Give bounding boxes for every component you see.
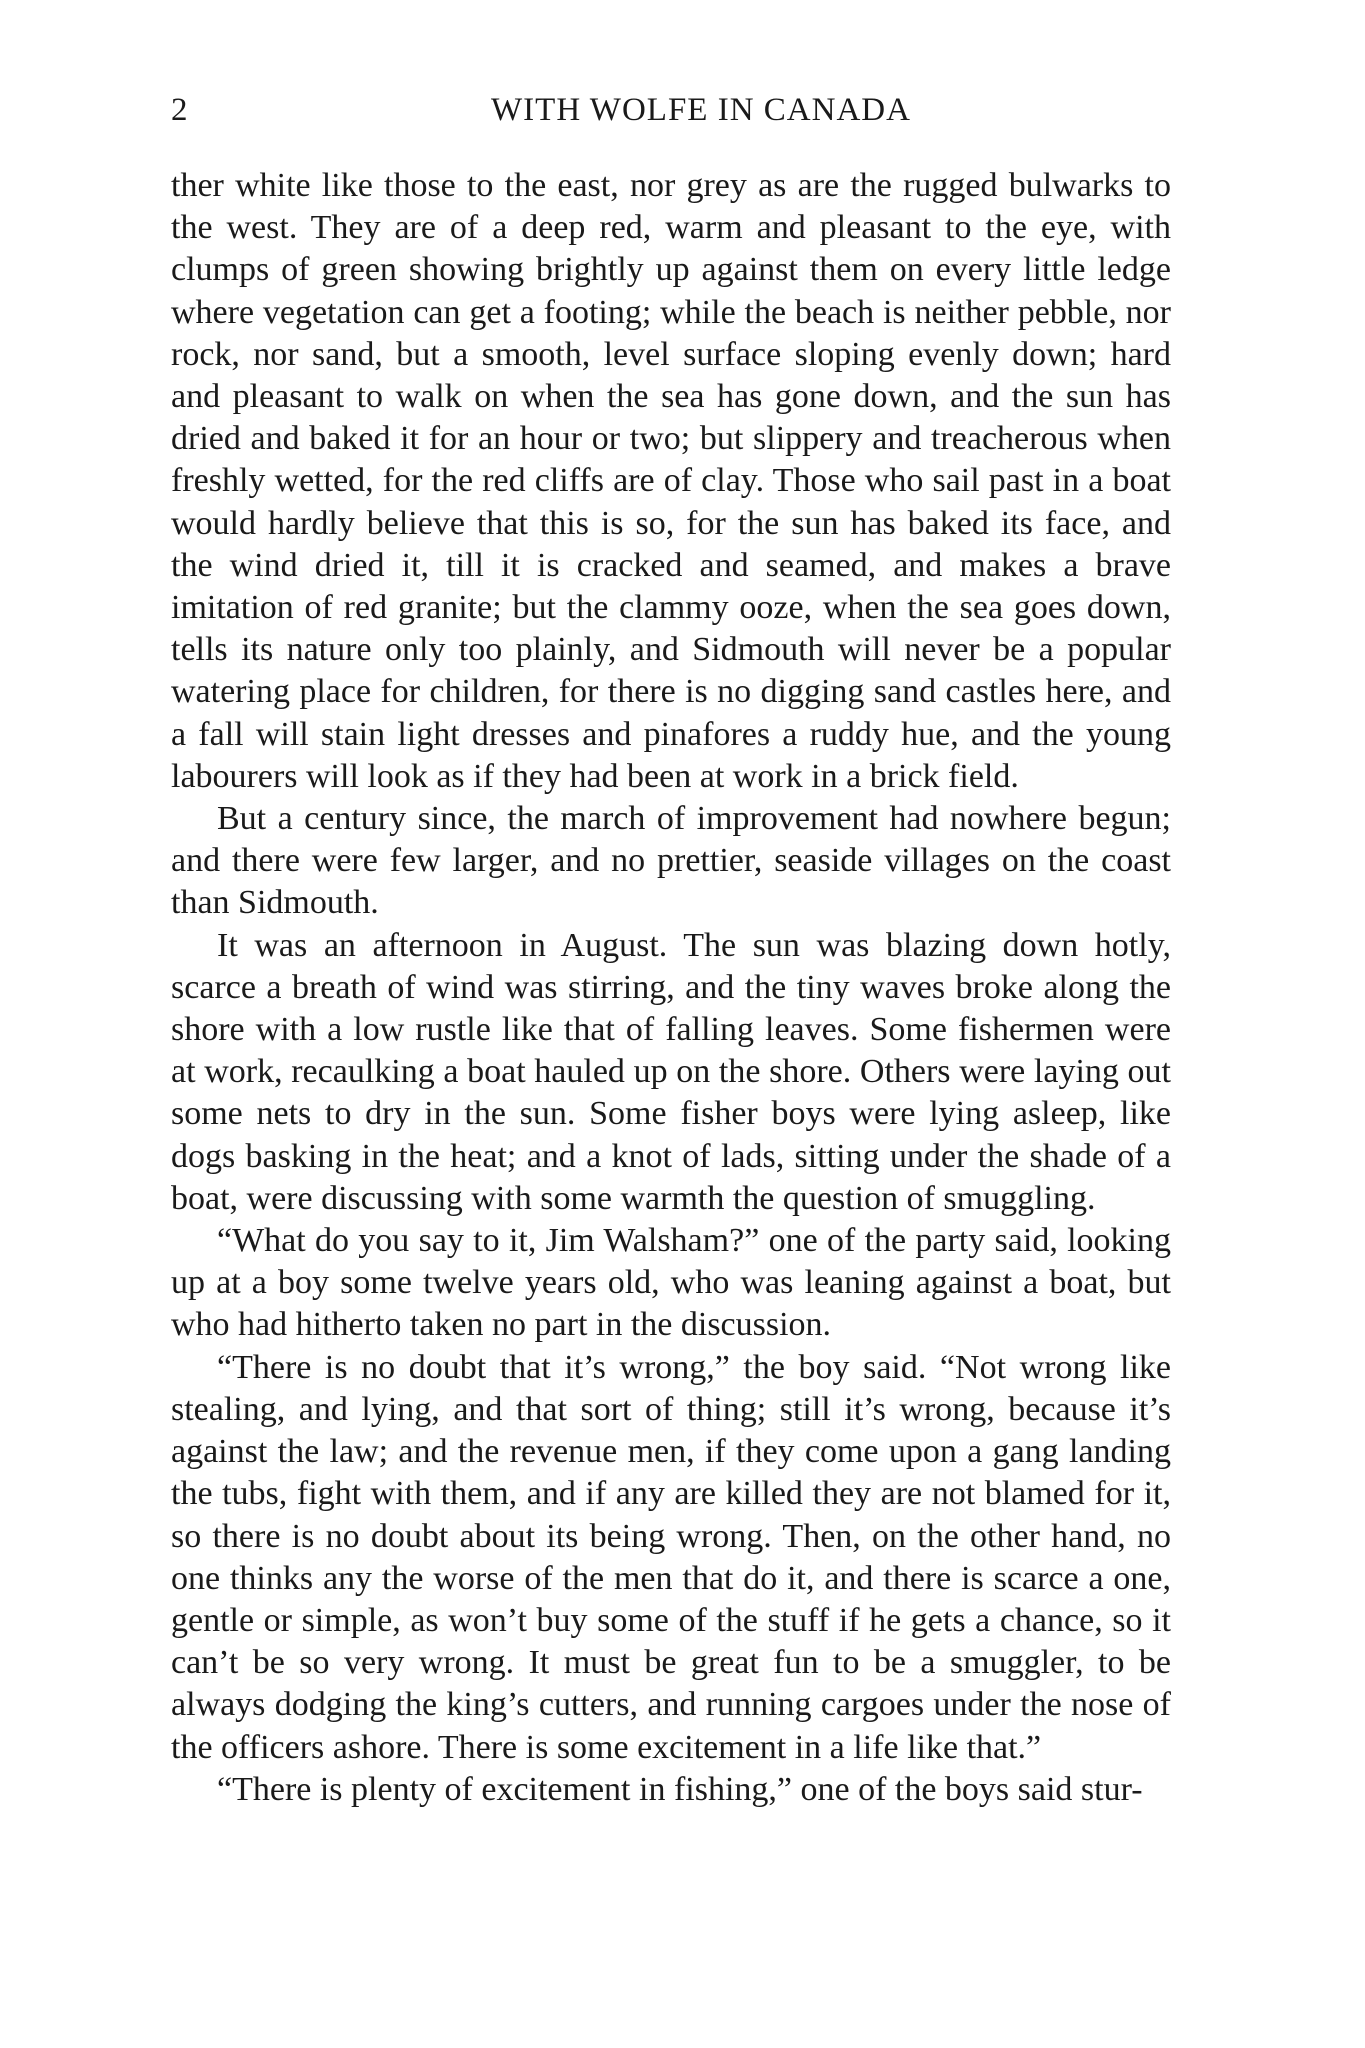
body-text <box>171 165 1171 1811</box>
running-title: WITH WOLFE IN CANADA <box>491 92 911 128</box>
paragraph: ther white like those to the east, nor grey as are the rugged bulwarks to the west. They are of a deep red, warm and pleasant to the eye, with clumps of green showing brightly up against them on every little ledge where vegetation can get a footing; while the beach is neither pebble, nor rock, nor sand, but a smooth, level surface sloping evenly down; hard and pleasant to walk on when the sea has gone down, and the sun has dried and baked it for an hour or two; but slippery and treacherous when freshly wetted, for the red cliffs are of clay. Those who sail past in a boat would hardly believe that this is so, for the sun has baked its face, and the wind dried it, till it is cracked and seamed, and makes a brave imitation of red granite; but the clammy ooze, when the sea goes down, tells its nature only too plainly, and Sidmouth will never be a popular watering place for children, for there is no digging sand castles here, and a fall will stain light dresses and pinafores a ruddy hue, and the young labourers will look as if they had been at work in a brick field. <box>171 167 1171 795</box>
paragraph: “What do you say to it, Jim Walsham?” one of the party said, looking up at a boy some twelve years old, who was leaning against a boat, but who had hitherto taken no part in the discussion. <box>171 1222 1171 1344</box>
paragraph: But a century since, the march of improvement had nowhere begun; and there were few larger, and no prettier, seaside villages on the coast than Sidmouth. <box>171 800 1171 922</box>
running-head <box>171 92 1171 142</box>
paragraph: It was an afternoon in August. The sun was blazing down hotly, scarce a breath of wind was stirring, and the tiny waves broke along the shore with a low rustle like that of falling leaves. Some fishermen were at work, recaulking a boat hauled up on the shore. Others were laying out some nets to dry in the sun. Some fisher boys were lying asleep, like dogs basking in the heat; and a knot of lads, sitting under the shade of a boat, were discussing with some warmth the question of smuggling. <box>171 926 1171 1217</box>
page-number: 2 <box>171 92 189 128</box>
paragraph: “There is plenty of excitement in fishing,” one of the boys said stur- <box>217 1770 1143 1808</box>
paragraph: “There is no doubt that it’s wrong,” the boy said. “Not wrong like stealing, and lying, and that sort of thing; still it’s wrong, because it’s against the law; and the revenue men, if they come upon a gang landing the tubs, fight with them, and if any are killed they are not blamed for it, so there is no doubt about its being wrong. Then, on the other hand, no one thinks any the worse of the men that do it, and there is scarce a one, gentle or simple, as won’t buy some of the stuff if he gets a chance, so it can’t be so very wrong. It must be great fun to be a smuggler, to be always dodging the king’s cutters, and running cargoes under the nose of the officers ashore. There is some excitement in a life like that.” <box>171 1348 1171 1766</box>
